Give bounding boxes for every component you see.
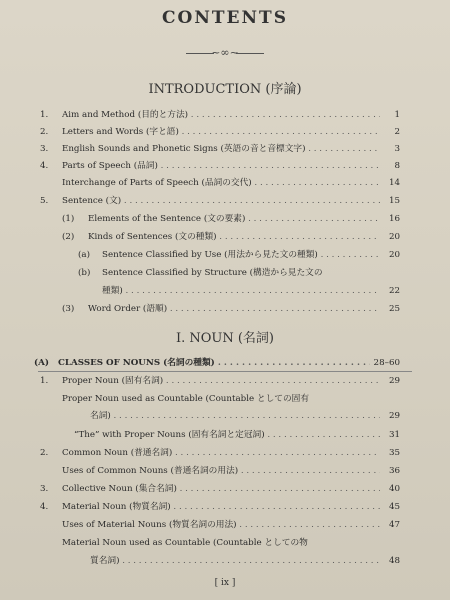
toc-entry[interactable] [0,266,450,280]
toc-entry[interactable] [0,302,450,316]
entry-number: 4. [40,161,49,171]
entry-label: CLASSES OF NOUNS (名詞の種類) . . . [58,356,370,370]
entry-number: (2) [62,232,75,242]
ornament-flourish: ~∞~ [180,48,270,58]
toc-entry[interactable] [0,194,450,208]
entry-label: Uses of Material Nouns (物質名詞の用法) . . . [62,518,380,532]
entry-number: (b) [78,268,91,278]
entry-number: (A) [34,358,49,368]
entry-page: 16 [388,214,400,224]
entry-number: 3. [40,484,49,494]
entry-page: 29 [388,411,400,421]
toc-entry[interactable] [0,125,450,139]
entry-page: 36 [388,466,400,476]
entry-label: Parts of Speech (品詞) . . . [62,159,380,173]
entry-label: Common Noun (普通名詞) . . . [62,446,380,460]
entry-label: Sentence (文) . . . [62,194,380,208]
entry-page: 25 [388,304,400,314]
entry-label: 名詞) . . . [90,409,380,423]
entry-label: Word Order (語順) . . . [88,302,380,316]
entry-label: Uses of Common Nouns (普通名詞の用法) . . . [62,464,380,478]
entry-page: 35 [388,448,400,458]
entry-page: 3 [394,144,400,154]
entry-page: 28–60 [373,358,400,368]
entry-page: 20 [388,232,400,242]
entry-number: 3. [40,144,49,154]
entry-number: 2. [40,127,49,137]
page-number-footer: [ ix ] [214,578,236,588]
toc-entry-continued[interactable] [0,284,450,298]
toc-entry[interactable] [0,212,450,226]
toc-entry[interactable] [0,176,450,190]
entry-number: (3) [62,304,75,314]
entry-page: 22 [388,286,400,296]
toc-entry[interactable] [0,108,450,122]
entry-page: 15 [388,196,400,206]
entry-page: 40 [388,484,400,494]
entry-label: 質名詞) . . . [90,554,380,568]
entry-number: 4. [40,502,49,512]
entry-page: 2 [394,127,400,137]
entry-label: Material Noun used as Countable (Countable としての物 [62,538,308,548]
entry-label: Sentence Classified by Structure (構造から見た文の [102,268,323,278]
toc-entry[interactable] [0,482,450,496]
entry-page: 20 [388,250,400,260]
toc-entry[interactable] [0,446,450,460]
toc-entry[interactable] [0,428,450,442]
entry-label: Material Noun (物質名詞) . . . [62,500,380,514]
section-heading-introduction: INTRODUCTION (序論) [148,82,302,97]
toc-entry-continued[interactable] [0,554,450,568]
entry-page: 14 [388,178,400,188]
toc-entry[interactable] [0,518,450,532]
entry-page: 31 [388,430,400,440]
entry-label: Proper Noun (固有名詞) . . . [62,374,380,388]
entry-number: 1. [40,110,49,120]
entry-label: 種類) . . . [102,284,380,298]
toc-entry-continued[interactable] [0,409,450,423]
entry-page: 47 [388,520,400,530]
entry-label: English Sounds and Phonetic Signs (英語の音と音標文字) . . . [62,142,380,156]
toc-entry[interactable] [0,230,450,244]
page-title: CONTENTS [162,8,288,28]
entry-label: Collective Noun (集合名詞) . . . [62,482,380,496]
entry-page: 8 [394,161,400,171]
entry-page: 45 [388,502,400,512]
toc-entry[interactable] [0,356,450,370]
toc-entry[interactable] [0,374,450,388]
entry-page: 1 [394,110,400,120]
entry-number: (1) [62,214,75,224]
entry-label: Letters and Words (字と語) . . . [62,125,380,139]
entry-number: 2. [40,448,49,458]
entry-label: Kinds of Sentences (文の種類) . . . [88,230,380,244]
entry-page: 48 [388,556,400,566]
entry-label: Proper Noun used as Countable (Countable としての固有 [62,394,310,404]
divider [38,371,412,372]
entry-label: Interchange of Parts of Speech (品詞の交代) . . . [62,176,380,190]
entry-number: 5. [40,196,49,206]
entry-number: 1. [40,376,49,386]
toc-entry[interactable] [0,159,450,173]
toc-entry[interactable] [0,142,450,156]
entry-number: (a) [78,250,90,260]
toc-entry[interactable] [0,248,450,262]
toc-entry[interactable] [0,536,450,550]
toc-entry[interactable] [0,464,450,478]
entry-label: “The” with Proper Nouns (固有名詞と定冠詞) . . . [74,428,380,442]
entry-label: Aim and Method (目的と方法) . . . [62,108,380,122]
toc-entry[interactable] [0,500,450,514]
entry-page: 29 [388,376,400,386]
toc-entry[interactable] [0,392,450,406]
entry-label: Elements of the Sentence (文の要素) . . . [88,212,380,226]
entry-label: Sentence Classified by Use (用法から見た文の種類) . . . [102,248,380,262]
section-heading-noun: I. NOUN (名詞) [175,331,275,346]
